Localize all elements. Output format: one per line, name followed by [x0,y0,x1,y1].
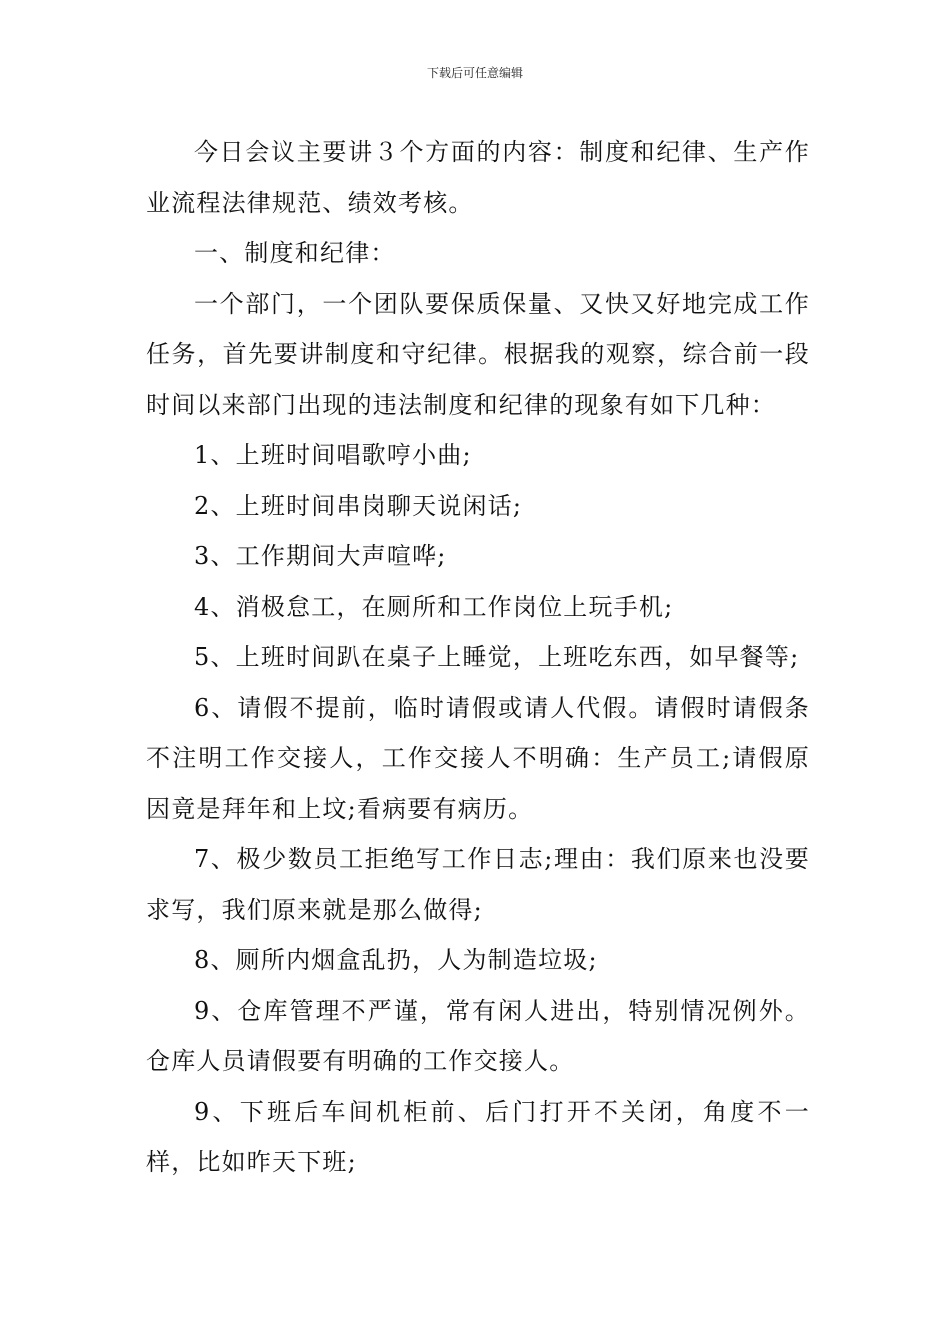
list-item: 2、上班时间串岗聊天说闲话; [194,491,523,520]
list-item: 3、工作期间大声喧哗; [194,542,447,570]
header-note: 下载后可任意编辑 [426,66,523,80]
list-item: 5、上班时间趴在桌子上睡觉，上班吃东西，如早餐等; [194,643,800,671]
list-item: 8、厕所内烟盒乱扔，人为制造垃圾; [194,946,598,974]
paragraph-overview: 一个部门，一个团队要保质保量、又快又好地完成工作任务，首先要讲制度和守纪律。根据我的观察，综合前一段时间以来部门出现的违法制度和纪律的现象有如下几种： [146,289,810,419]
list-item: 1、上班时间唱歌哼小曲; [194,441,472,469]
list-item: 6、请假不提前，临时请假或请人代假。请假时请假条不注明工作交接人，工作交接人不明确：生产员工;请假原因竟是拜年和上坟;看病要有病历。 [146,693,810,823]
list-item: 4、消极怠工，在厕所和工作岗位上玩手机; [194,592,674,621]
document-body [146,127,810,1188]
section-heading: 一、制度和纪律： [194,239,396,267]
list-item: 9、仓库管理不严谨，常有闲人进出，特别情况例外。仓库人员请假要有明确的工作交接人。 [146,996,810,1075]
list-item: 7、极少数员工拒绝写工作日志;理由：我们原来也没要求写，我们原来就是那么做得; [146,845,810,924]
list-item: 9、下班后车间机柜前、后门打开不关闭，角度不一样，比如昨天下班; [146,1097,810,1176]
paragraph-intro: 今日会议主要讲３个方面的内容：制度和纪律、生产作业流程法律规范、绩效考核。 [146,138,810,217]
